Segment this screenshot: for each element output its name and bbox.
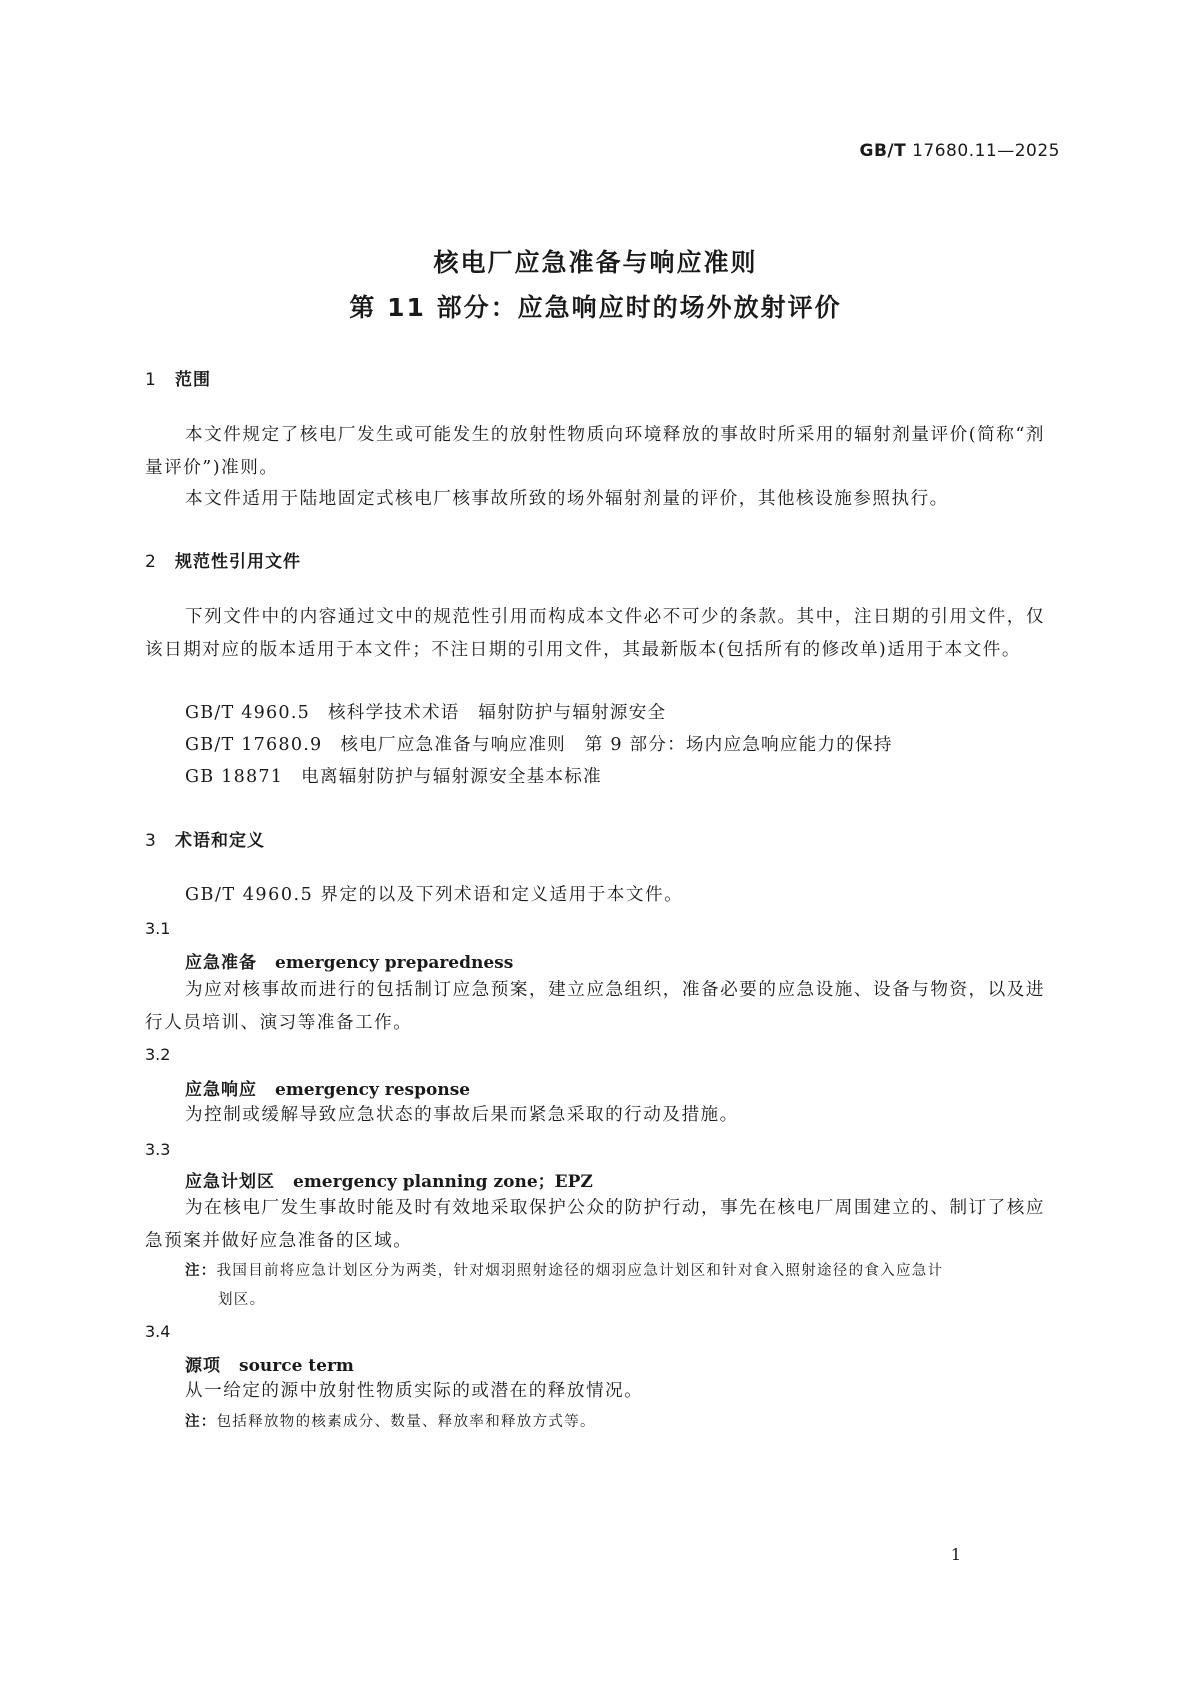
term-number: 3.4 xyxy=(145,1322,171,1341)
section-3-number: 3 xyxy=(145,831,157,851)
reference-code: GB/T 4960.5 xyxy=(185,703,310,723)
note-line xyxy=(185,1408,1045,1437)
note-label: 注： xyxy=(185,1263,217,1279)
reference-item xyxy=(185,699,666,724)
term-number: 3.1 xyxy=(145,919,171,938)
page-number: 1 xyxy=(950,1545,961,1564)
note-text: 包括释放物的核素成分、数量、释放率和释放方式等。 xyxy=(216,1414,596,1430)
term-english: source term xyxy=(239,1356,354,1376)
standard-prefix: GB/T xyxy=(859,141,907,161)
document-title-line2: 第 11 部分：应急响应时的场外放射评价 xyxy=(349,293,842,322)
document-title-line1: 核电厂应急准备与响应准则 xyxy=(433,248,758,277)
term-chinese: 应急计划区 xyxy=(185,1172,275,1192)
term-english: emergency response xyxy=(275,1080,471,1100)
section-2-number: 2 xyxy=(145,552,157,572)
section-1-paragraph-1: 本文件规定了核电厂发生或可能发生的放射性物质向环境释放的事故时所采用的辐射剂量评价(简称“剂量评价”)准则。 xyxy=(145,425,1045,478)
term-chinese: 应急响应 xyxy=(185,1080,257,1100)
section-1-title: 范围 xyxy=(175,370,211,390)
term-heading xyxy=(185,948,513,973)
section-3-title: 术语和定义 xyxy=(175,831,265,851)
note-label: 注： xyxy=(185,1414,217,1430)
term-definition: 为控制或缓解导致应急状态的事故后果而紧急采取的行动及措施。 xyxy=(185,1105,739,1125)
term-chinese: 源项 xyxy=(185,1356,221,1376)
reference-title: 核电厂应急准备与响应准则 第 9 部分：场内应急响应能力的保持 xyxy=(340,735,893,755)
term-english: emergency preparedness xyxy=(275,953,514,973)
reference-item xyxy=(185,731,893,756)
term-note xyxy=(185,1408,1045,1437)
term-heading xyxy=(185,1075,470,1100)
section-3-intro: GB/T 4960.5 界定的以及下列术语和定义适用于本文件。 xyxy=(185,885,684,905)
note-line xyxy=(185,1257,1045,1286)
section-2-title: 规范性引用文件 xyxy=(175,552,301,572)
term-heading xyxy=(185,1351,354,1376)
reference-title: 核科学技术术语 辐射防护与辐射源安全 xyxy=(328,703,667,723)
term-number: 3.2 xyxy=(145,1045,171,1064)
section-1-heading xyxy=(145,365,211,390)
term-heading xyxy=(185,1167,593,1192)
term-chinese: 应急准备 xyxy=(185,953,257,973)
reference-code: GB/T 17680.9 xyxy=(185,735,323,755)
term-number: 3.3 xyxy=(145,1140,171,1159)
term-definition: 为应对核事故而进行的包括制订应急预案，建立应急组织，准备必要的应急设施、设备与物资，以及进行人员培训、演习等准备工作。 xyxy=(145,980,1045,1033)
reference-title: 电离辐射防护与辐射源安全基本标准 xyxy=(301,767,602,787)
note-continuation: 划区。 xyxy=(218,1292,266,1308)
section-1-number: 1 xyxy=(145,370,157,390)
section-3-heading xyxy=(145,826,265,851)
reference-item xyxy=(185,763,602,788)
term-definition: 为在核电厂发生事故时能及时有效地采取保护公众的防护行动，事先在核电厂周围建立的、制订了核应急预案并做好应急准备的区域。 xyxy=(145,1198,1045,1251)
section-2-heading xyxy=(145,547,301,572)
standard-code xyxy=(859,141,1060,161)
section-1-paragraph-2: 本文件适用于陆地固定式核电厂核事故所致的场外辐射剂量的评价，其他核设施参照执行。 xyxy=(185,489,949,509)
standard-number: 17680.11—2025 xyxy=(912,141,1060,161)
note-text: 我国目前将应急计划区分为两类，针对烟羽照射途径的烟羽应急计划区和针对食入照射途径的食入应急计 xyxy=(216,1263,944,1279)
term-english: emergency planning zone；EPZ xyxy=(293,1172,593,1192)
term-note xyxy=(185,1257,1045,1315)
reference-code: GB 18871 xyxy=(185,767,284,787)
section-2-paragraph-1: 下列文件中的内容通过文中的规范性引用而构成本文件必不可少的条款。其中，注日期的引用文件，仅该日期对应的版本适用于本文件；不注日期的引用文件，其最新版本(包括所有的修改单)适用于本文件。 xyxy=(145,607,1045,660)
term-definition: 从一给定的源中放射性物质实际的或潜在的释放情况。 xyxy=(185,1381,644,1401)
